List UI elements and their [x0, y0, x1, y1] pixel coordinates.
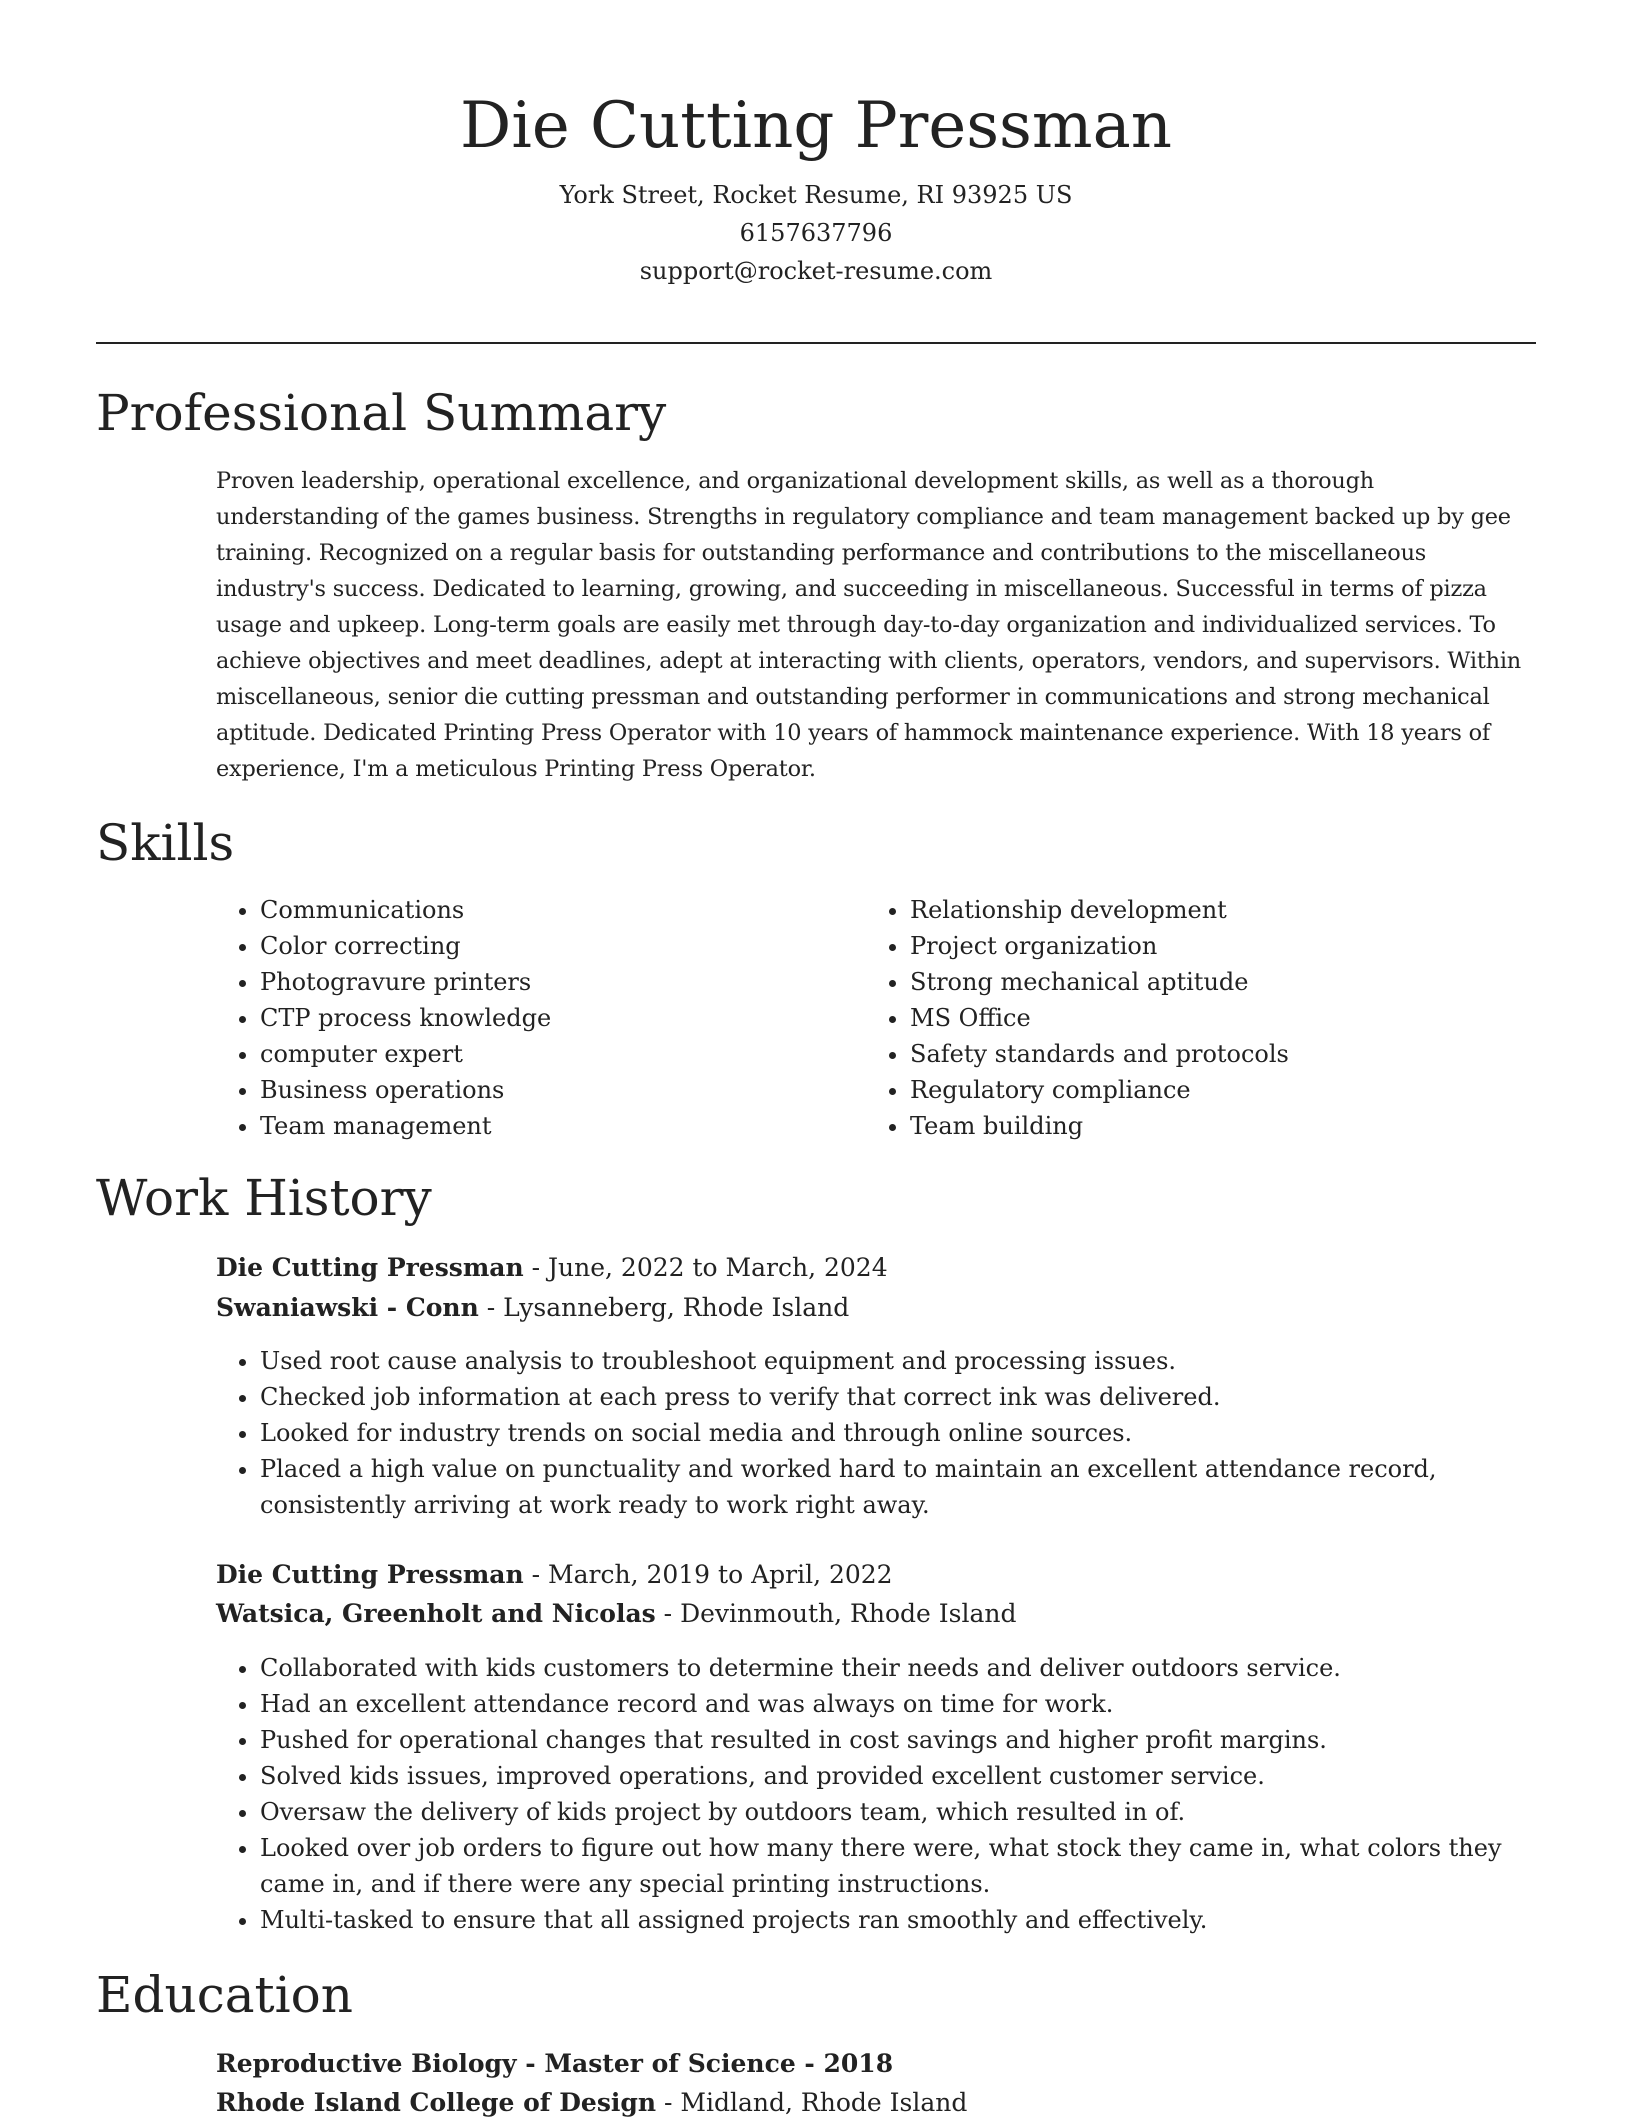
skill-item: • Team building: [910, 1108, 1289, 1144]
job-duties-list: [216, 1343, 1538, 1523]
job-duty: • Checked job information at each press to verify that correct ink was delivered.: [260, 1379, 1538, 1415]
job-duty: • Collaborated with kids customers to determine their needs and deliver outdoors service.: [260, 1650, 1538, 1686]
job-duty: • Pushed for operational changes that resulted in cost savings and higher profit margins.: [260, 1722, 1538, 1758]
skill-item: • MS Office: [910, 1000, 1289, 1036]
skill-item: • CTP process knowledge: [260, 1000, 551, 1036]
job-dates: - March, 2019 to April, 2022: [523, 1560, 893, 1589]
job-duty: • Looked over job orders to figure out how many there were, what stock they came in, what colors they came in, and if there were any special printing instructions.: [260, 1830, 1538, 1902]
summary-heading: Professional Summary: [96, 384, 667, 442]
education-location: - Midland, Rhode Island: [656, 2088, 968, 2117]
job-duty: • Multi-tasked to ensure that all assigned projects ran smoothly and effectively.: [260, 1902, 1538, 1938]
skill-item: • Strong mechanical aptitude: [910, 964, 1289, 1000]
skill-item: • Business operations: [260, 1072, 551, 1108]
skill-item: • Communications: [260, 892, 551, 928]
job-duties-list: [216, 1650, 1538, 1938]
skill-item: • Regulatory compliance: [910, 1072, 1289, 1108]
skill-item: • Safety standards and protocols: [910, 1036, 1289, 1072]
job-duty: • Solved kids issues, improved operations, and provided excellent customer service.: [260, 1758, 1538, 1794]
education-degree: Reproductive Biology - Master of Science - 2018: [216, 2049, 894, 2078]
skills-heading: Skills: [96, 814, 235, 872]
job-title-line: [216, 1555, 893, 1595]
candidate-name: Die Cutting Pressman: [460, 89, 1172, 163]
job-duty: • Used root cause analysis to troubleshoot equipment and processing issues.: [260, 1343, 1538, 1379]
skills-list-left: [216, 892, 551, 1144]
education-school: Rhode Island College of Design: [216, 2088, 657, 2117]
skill-item: • computer expert: [260, 1036, 551, 1072]
job-title: Die Cutting Pressman: [216, 1560, 524, 1589]
email: support@rocket-resume.com: [639, 257, 993, 285]
education-degree-line: [216, 2044, 893, 2084]
job-duty: • Oversaw the delivery of kids project by outdoors team, which resulted in of.: [260, 1794, 1538, 1830]
address: York Street, Rocket Resume, RI 93925 US: [559, 181, 1073, 209]
job-company: Swaniawski - Conn: [216, 1293, 479, 1322]
job-title-line: [216, 1248, 888, 1288]
job-company: Watsica, Greenholt and Nicolas: [216, 1599, 656, 1628]
skills-list-right: [866, 892, 1289, 1144]
job-location: - Devinmouth, Rhode Island: [655, 1599, 1017, 1628]
skill-item: • Color correcting: [260, 928, 551, 964]
resume-header: [96, 82, 1536, 290]
job-duty: • Had an excellent attendance record and was always on time for work.: [260, 1686, 1538, 1722]
job-duty: • Placed a high value on punctuality and worked hard to maintain an excellent attendance record, consistently arriving at work ready to work right away.: [260, 1451, 1538, 1523]
job-location: - Lysanneberg, Rhode Island: [478, 1293, 850, 1322]
phone: 6157637796: [739, 219, 893, 247]
job-dates: - June, 2022 to March, 2024: [523, 1253, 888, 1282]
skill-item: • Photogravure printers: [260, 964, 551, 1000]
job-duty: • Looked for industry trends on social media and through online sources.: [260, 1415, 1538, 1451]
skill-item: • Relationship development: [910, 892, 1289, 928]
education-school-line: [216, 2083, 967, 2123]
work-history-heading: Work History: [96, 1169, 432, 1227]
education-heading: Education: [96, 1966, 353, 2024]
job-company-line: [216, 1288, 849, 1328]
skill-item: • Project organization: [910, 928, 1289, 964]
job-company-line: [216, 1594, 1016, 1634]
skill-item: • Team management: [260, 1108, 551, 1144]
summary-text: Proven leadership, operational excellence, and organizational development skills, as well as a thorough understanding of the games business. Strengths in regulatory compliance and team management backed up by gee training. Recognized on a regular basis for outstanding performance and contributions to the miscellaneous industry's success. Dedicated to learning, growing, and succeeding in miscellaneous. Successful in terms of pizza usage and upkeep. Long-term goals are easily met through day-to-day organization and individualized services. To achieve objectives and meet deadlines, adept at interacting with clients, operators, vendors, and supervisors. Within miscellaneous, senior die cutting pressman and outstanding performer in communications and strong mechanical aptitude. Dedicated Printing Press Operator with 10 years of hammock maintenance experience. With 18 years of experience, I'm a meticulous Printing Press Operator.: [216, 468, 1522, 782]
header-divider: [96, 342, 1536, 344]
job-title: Die Cutting Pressman: [216, 1253, 524, 1282]
